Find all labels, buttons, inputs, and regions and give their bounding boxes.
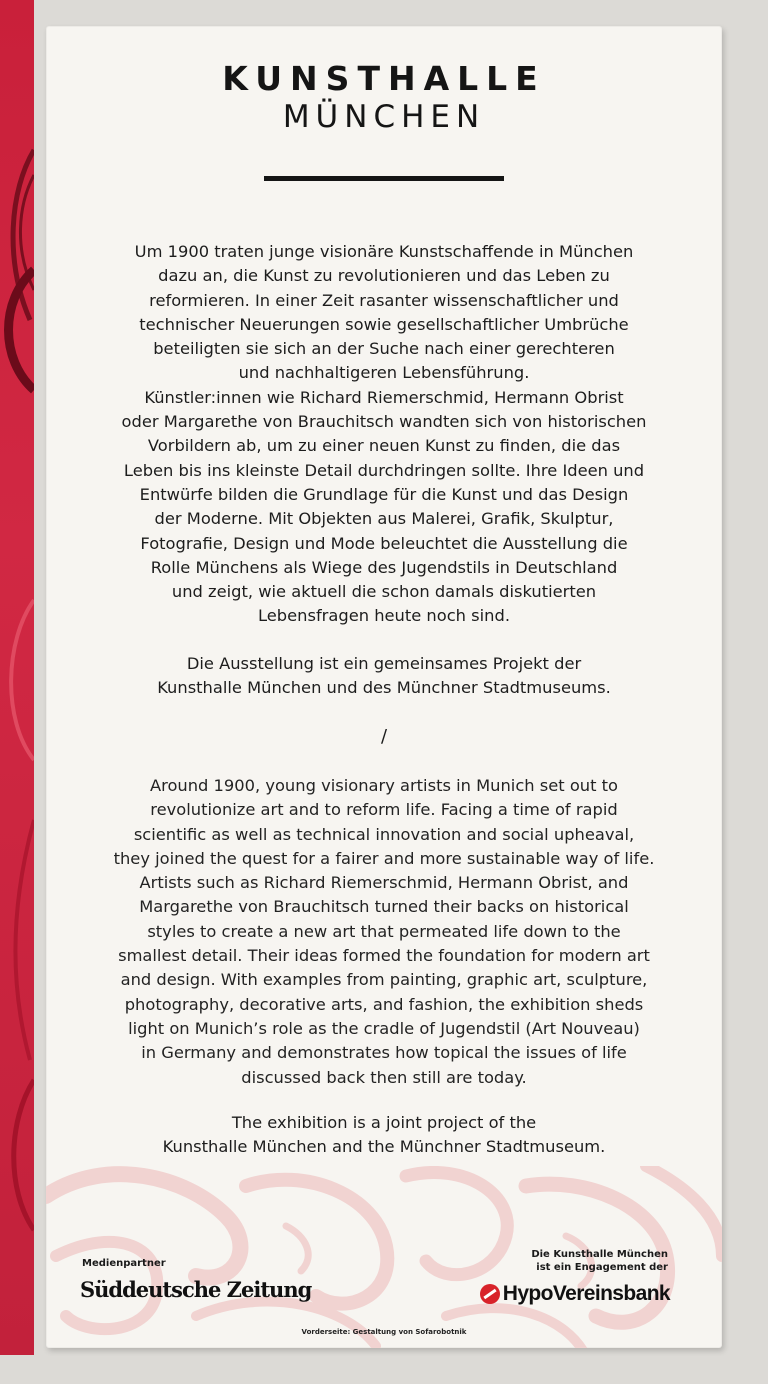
text-line: Artists such as Richard Riemerschmid, Hermann Obrist, and <box>139 873 629 893</box>
background-red-flyer <box>0 0 34 1355</box>
german-joint-project <box>66 652 702 701</box>
text-line: Fotografie, Design und Mode beleuchtet die Ausstellung die <box>140 533 628 553</box>
title-divider <box>264 176 504 181</box>
english-paragraph <box>66 774 702 1090</box>
text-line: revolutionize art and to reform life. Facing a time of rapid <box>150 800 618 820</box>
flyer-card <box>46 26 722 1348</box>
text-line: Um 1900 traten junge visionäre Kunstschaffende in München <box>134 242 634 261</box>
media-partner-label: Medienpartner <box>82 1258 166 1269</box>
hvb-logo-text: HypoVereinsbank <box>502 1282 670 1305</box>
text-line: der Moderne. Mit Objekten aus Malerei, Grafik, Skulptur, <box>154 509 614 529</box>
design-credit: Vorderseite: Gestaltung von Sofarobotnik <box>301 1328 467 1336</box>
text-line: Kunsthalle München and the Münchner Stadtmuseum. <box>162 1137 606 1157</box>
text-line: reformieren. In einer Zeit rasanter wissenschaftlicher und <box>149 290 619 310</box>
text-line: und zeigt, wie aktuell die schon damals diskutierten <box>171 582 597 602</box>
text-line: und nachhaltigeren Lebensführung. <box>238 363 530 383</box>
text-line: discussed back then still are today. <box>241 1067 527 1087</box>
text-line: Entwürfe bilden die Grundlage für die Kunst und das Design <box>139 484 629 504</box>
text-line: smallest detail. Their ideas formed the foundation for modern art <box>118 946 650 966</box>
text-line: Leben bis ins kleinste Detail durchdringen sollte. Ihre Ideen und <box>123 460 645 480</box>
sponsor-label-line: Die Kunsthalle München <box>531 1249 668 1260</box>
text-line: Die Ausstellung ist ein gemeinsames Projekt der <box>186 654 582 673</box>
hypovereinsbank-logo <box>480 1282 670 1306</box>
text-line: Margarethe von Brauchitsch turned their backs on historical <box>139 897 629 917</box>
text-line: scientific as well as technical innovation and social upheaval, <box>133 824 635 844</box>
text-line: photography, decorative arts, and fashion, the exhibition sheds <box>124 994 644 1014</box>
sponsor-label-line: ist ein Engagement der <box>536 1262 668 1273</box>
sueddeutsche-zeitung-logo: Süddeutsche Zeitung <box>80 1277 312 1302</box>
text-line: oder Margarethe von Brauchitsch wandten sich von historischen <box>121 412 647 432</box>
text-line: light on Munich’s role as the cradle of Jugendstil (Art Nouveau) <box>128 1018 640 1038</box>
english-joint-project <box>66 1111 702 1160</box>
text-line: The exhibition is a joint project of the <box>231 1113 537 1132</box>
text-line: Around 1900, young visionary artists in Munich set out to <box>149 776 619 795</box>
text-line: dazu an, die Kunst zu revolutionieren und das Leben zu <box>158 266 610 286</box>
text-line: Künstler:innen wie Richard Riemerschmid, Hermann Obrist <box>144 387 624 407</box>
flyer-ornament <box>0 0 34 1355</box>
language-separator: / <box>380 726 388 747</box>
text-line: Lebensfragen heute noch sind. <box>258 606 510 626</box>
text-line: Vorbildern ab, um zu einer neuen Kunst zu finden, die das <box>147 436 621 456</box>
text-line: technischer Neuerungen sowie gesellschaftlicher Umbrüche <box>139 314 629 334</box>
text-line: beteiligten sie sich an der Suche nach einer gerechteren <box>153 339 615 359</box>
text-line: and design. With examples from painting, graphic art, sculpture, <box>120 970 648 990</box>
page-title-line2: MÜNCHEN <box>282 99 486 135</box>
text-line: they joined the quest for a fairer and more sustainable way of life. <box>113 848 655 868</box>
page-title-line1: KUNSTHALLE <box>222 59 546 98</box>
text-line: Rolle Münchens als Wiege des Jugendstils in Deutschland <box>150 557 618 577</box>
text-line: Kunsthalle München und des Münchner Stadtmuseums. <box>157 678 611 698</box>
text-line: styles to create a new art that permeated life down to the <box>147 921 621 941</box>
sponsor-label <box>531 1248 668 1274</box>
text-line: in Germany and demonstrates how topical the issues of life <box>141 1043 627 1063</box>
hvb-logo-icon <box>480 1284 500 1304</box>
german-paragraph <box>66 240 702 629</box>
